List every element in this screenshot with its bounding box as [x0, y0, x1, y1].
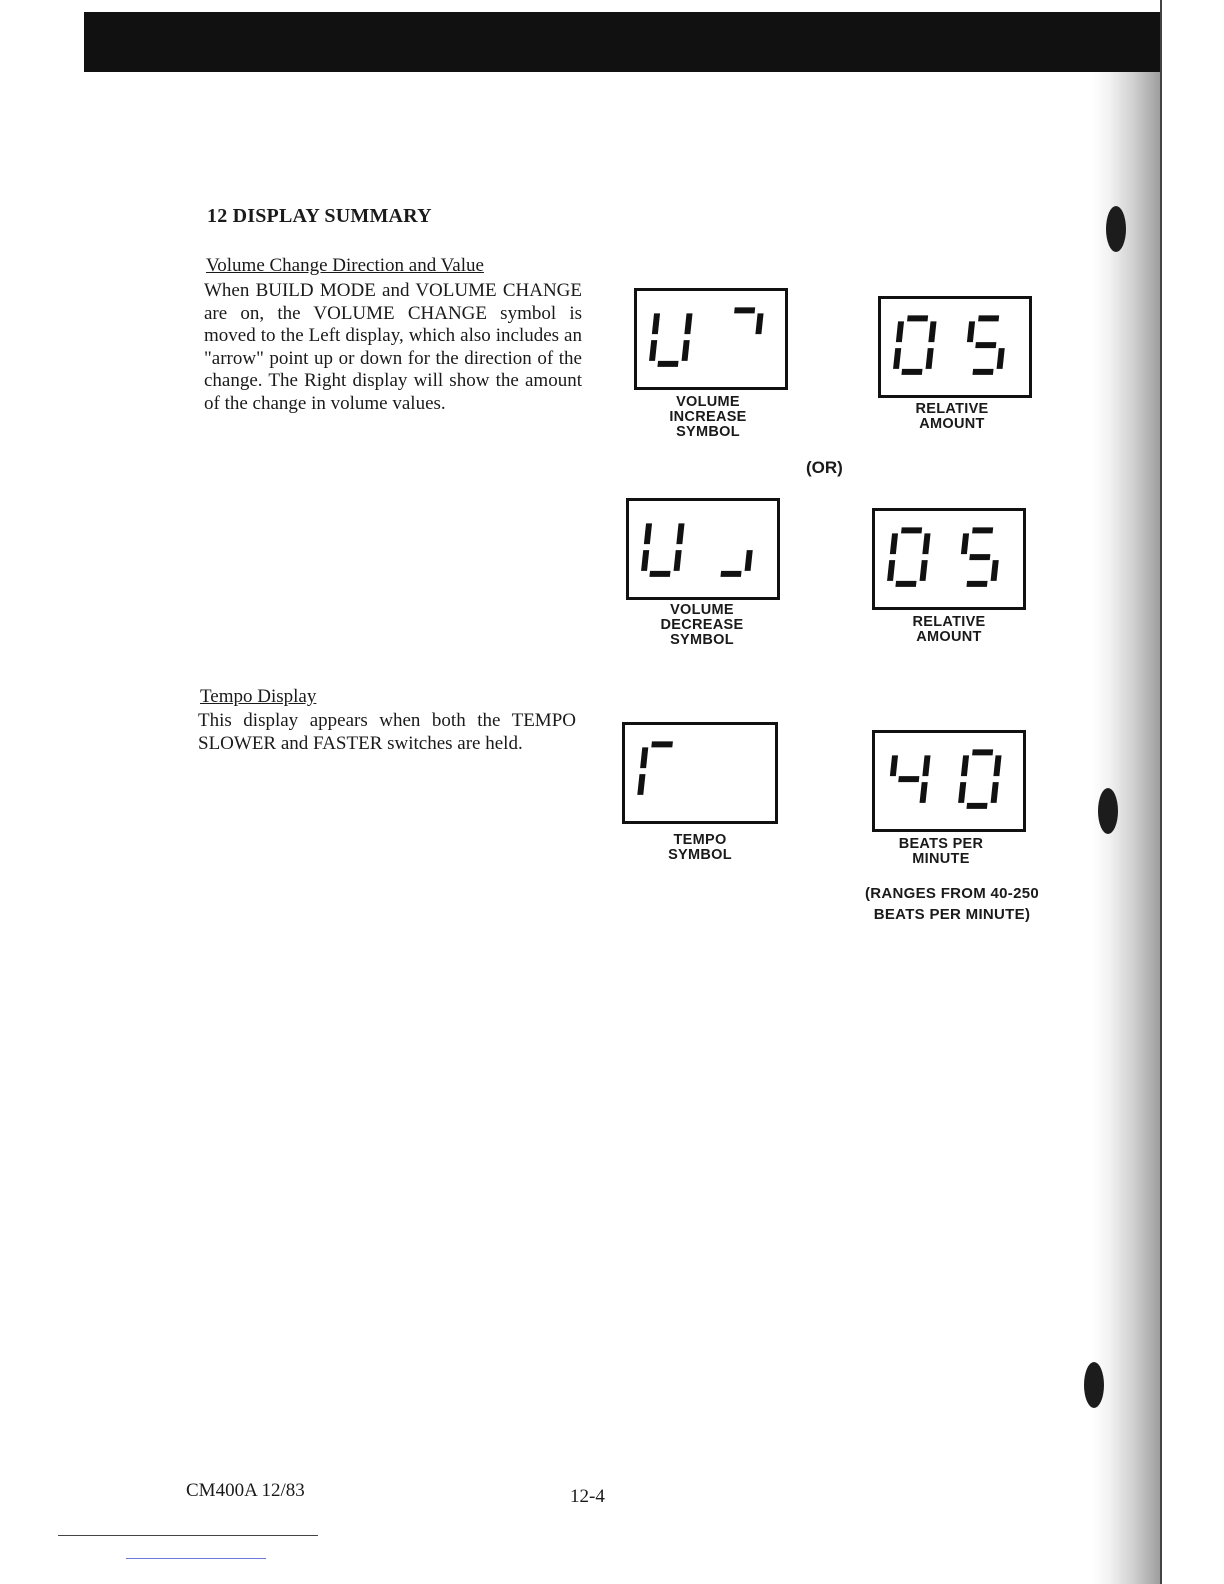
lcd-tempo-symbol	[622, 722, 778, 824]
segment	[961, 755, 969, 776]
segment	[907, 315, 928, 321]
caption-line: BEATS PER MINUTE)	[873, 906, 1031, 923]
caption-relative-amount-1	[882, 402, 1022, 432]
caption-line: SYMBOL	[668, 847, 732, 863]
seg-digit	[732, 307, 764, 334]
seg-display	[625, 725, 775, 821]
lcd-beats-per-minute	[872, 730, 1026, 832]
tempo-paragraph: This display appears when both the TEMPO SLOWER and FASTER switches are held.	[198, 710, 576, 754]
segment	[966, 581, 987, 587]
segment	[649, 571, 670, 577]
segment	[975, 342, 996, 348]
segment	[887, 560, 895, 581]
segment	[993, 755, 1001, 776]
segment	[644, 523, 652, 544]
doc-code: CM400A 12/83	[186, 1480, 305, 1501]
lcd-volume-decrease	[626, 498, 780, 600]
bottom-rule-blue	[126, 1558, 266, 1559]
seg-display	[629, 501, 777, 597]
segment	[684, 313, 692, 334]
seg-digit	[892, 315, 937, 375]
segment	[651, 741, 673, 747]
segment	[674, 550, 682, 571]
segment	[969, 554, 990, 560]
segment	[972, 369, 993, 375]
caption-line: DECREASE	[660, 617, 744, 633]
range-note	[836, 883, 1068, 925]
segment	[734, 307, 755, 313]
caption-line: AMOUNT	[916, 629, 982, 645]
segment	[676, 523, 684, 544]
lcd-relative-amount-1	[878, 296, 1032, 398]
seg-display	[637, 291, 785, 387]
caption-line: RELATIVE	[912, 614, 986, 630]
page-number: 12-4	[570, 1486, 605, 1507]
caption-line: TEMPO	[673, 832, 727, 848]
lcd-relative-amount-2	[872, 508, 1026, 610]
binder-hole	[1106, 206, 1126, 252]
caption-line: MINUTE	[912, 851, 970, 867]
caption-volume-increase	[640, 395, 776, 440]
segment	[640, 747, 648, 768]
segment	[967, 321, 975, 342]
seg-digit	[637, 741, 673, 795]
seg-digit	[963, 315, 1008, 375]
segment	[991, 560, 999, 581]
caption-line: (RANGES FROM 40-250	[864, 885, 1040, 902]
caption-line: RELATIVE	[915, 401, 989, 417]
segment	[895, 581, 916, 587]
segment	[720, 571, 741, 577]
lcd-volume-increase	[634, 288, 788, 390]
segment	[652, 313, 660, 334]
segment	[972, 527, 993, 533]
seg-display	[881, 299, 1029, 395]
bottom-rule	[58, 1535, 318, 1536]
segment	[890, 755, 898, 776]
segment	[641, 550, 649, 571]
seg-digit	[648, 313, 692, 367]
seg-display	[875, 733, 1023, 829]
segment	[920, 560, 928, 581]
binder-hole	[1084, 1362, 1104, 1408]
seg-digit	[957, 749, 1002, 809]
caption-line: VOLUME	[670, 602, 734, 618]
caption-volume-decrease	[634, 603, 770, 648]
segment	[890, 533, 898, 554]
segment	[997, 348, 1005, 369]
segment	[901, 369, 922, 375]
segment	[928, 321, 936, 342]
caption-line: SYMBOL	[676, 424, 740, 440]
segment	[893, 348, 901, 369]
segment	[682, 340, 690, 361]
segment	[926, 348, 934, 369]
seg-display	[875, 511, 1023, 607]
caption-line: SYMBOL	[670, 632, 734, 648]
segment	[755, 313, 763, 334]
volume-paragraph: When BUILD MODE and VOLUME CHANGE are on, the VOLUME CHANGE symbol is moved to the Left display, which also includes an "arrow" point up or down for the direction of the change. The Right display will show the amount of the change in volume values.	[204, 280, 582, 414]
seg-digit	[887, 755, 930, 803]
segment	[991, 782, 999, 803]
caption-line: VOLUME	[676, 394, 740, 410]
segment	[649, 340, 657, 361]
volume-heading: Volume Change Direction and Value	[206, 255, 484, 276]
caption-line: BEATS PER	[898, 836, 984, 852]
binder-hole	[1098, 788, 1118, 834]
segment	[657, 361, 678, 367]
segment	[966, 803, 987, 809]
caption-line: INCREASE	[669, 409, 747, 425]
or-label: (OR)	[806, 458, 843, 477]
segment	[901, 527, 922, 533]
segment	[978, 315, 999, 321]
segment	[898, 776, 919, 782]
seg-digit	[886, 527, 931, 587]
section-title: 12 DISPLAY SUMMARY	[207, 205, 432, 227]
caption-tempo-symbol	[632, 833, 768, 863]
segment	[922, 533, 930, 554]
segment	[745, 550, 753, 571]
segment	[961, 533, 969, 554]
segment	[958, 782, 966, 803]
seg-digit	[957, 527, 1002, 587]
segment	[922, 755, 930, 776]
seg-digit	[640, 523, 684, 577]
seg-digit	[720, 550, 752, 577]
page-edge-line	[1160, 0, 1162, 1584]
tempo-heading: Tempo Display	[200, 686, 317, 707]
segment	[896, 321, 904, 342]
segment	[920, 782, 928, 803]
caption-line: AMOUNT	[919, 416, 985, 432]
caption-beats-per-minute	[870, 837, 1012, 867]
segment	[637, 774, 645, 795]
segment	[972, 749, 993, 755]
top-black-bar	[84, 12, 1162, 72]
caption-relative-amount-2	[878, 615, 1020, 645]
